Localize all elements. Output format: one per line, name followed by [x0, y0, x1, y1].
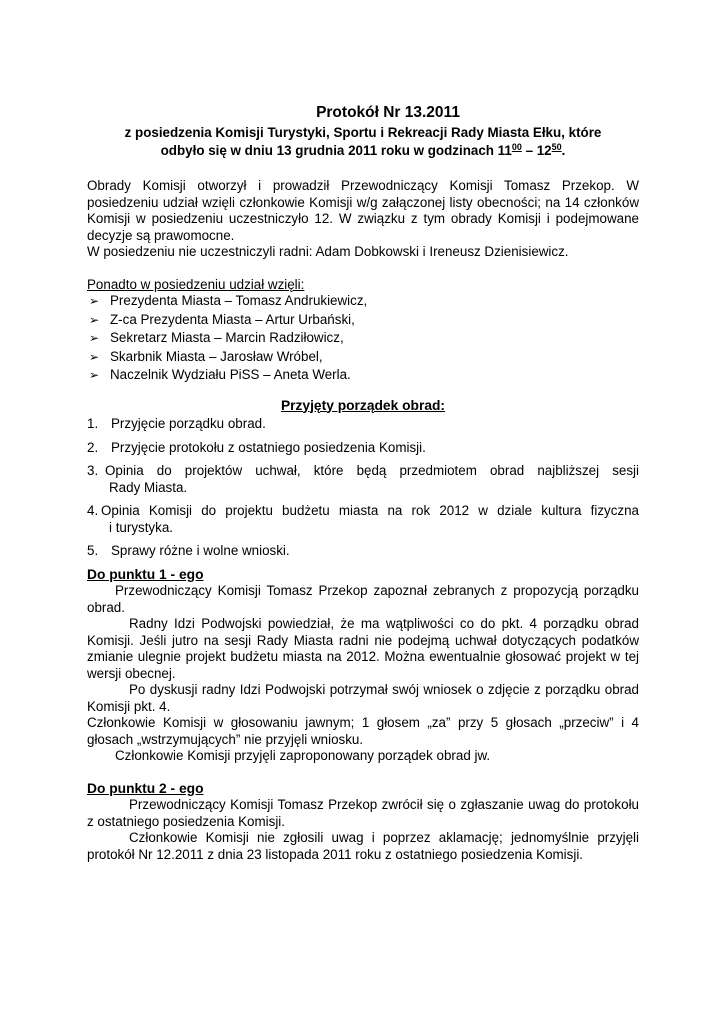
section-1-paragraph: Członkowie Komisji przyjęli zaproponowany porządek obrad jw. [115, 748, 491, 763]
agenda-continuation: i turystyka. [109, 519, 173, 535]
attendees-heading: Ponadto w posiedzeniu udział wzięli: [87, 276, 305, 292]
agenda-number: 1. [87, 416, 99, 431]
agenda-text: Opinia Komisji do projektu budżetu miasta na rok 2012 w dziale kultura fizyczna [101, 503, 639, 518]
subtitle-line-1: z posiedzenia Komisji Turystyki, Sportu i Rekreacji Rady Miasta Ełku, które [124, 125, 602, 140]
list-item [87, 503, 639, 536]
subtitle-line-2 [87, 142, 639, 160]
section-1-paragraph: Przewodniczący Komisji Tomasz Przekop zapoznał zebranych z propozycją porządku obrad. [87, 583, 639, 615]
arrow-bullet-icon: ➢ [89, 312, 100, 327]
subtitle-line-2-text: odbyło się w dniu 13 grudnia 2011 roku w godzinach 11 [160, 142, 512, 158]
spacer [87, 261, 639, 277]
attendee-text: Naczelnik Wydziału PiSS – Aneta Werla. [110, 367, 351, 382]
agenda-text: Opinia do projektów uchwał, które będą przedmiotem obrad najbliższej sesji [105, 463, 639, 478]
time-end-minutes: 50 [551, 141, 562, 152]
subtitle-end-dot: . [561, 142, 566, 158]
intro-paragraph: Obrady Komisji otworzył i prowadził Przewodniczący Komisji Tomasz Przekop. W posiedzeniu udział wzięli członkowie Komisji w/g załączonej listy obecności; na 14 członków Komisji w posiedzeniu uczestniczyło 12. W związku z tym obrady Komisji i podejmowane decyzje są prawomocne. [87, 178, 639, 243]
section-1-heading: Do punktu 1 - ego [87, 566, 204, 582]
list-item [87, 543, 639, 560]
agenda-number: 3. [87, 463, 99, 478]
agenda-text: Przyjęcie protokołu z ostatniego posiedzenia Komisji. [111, 439, 426, 455]
agenda-continuation: Rady Miasta. [109, 479, 188, 495]
attendee-text: Skarbnik Miasta – Jarosław Wróbel, [110, 348, 323, 364]
section-2-heading: Do punktu 2 - ego [87, 780, 204, 796]
time-start-minutes: 00 [511, 141, 522, 152]
time-dash: – 12 [521, 142, 552, 158]
document-title: Protokół Nr 13.2011 [316, 104, 460, 121]
agenda-text: Przyjęcie porządku obrad. [111, 416, 266, 431]
agenda-number: 4. [87, 503, 99, 518]
list-item [87, 293, 639, 310]
list-item [87, 440, 639, 457]
list-item [87, 330, 639, 347]
list-item [87, 312, 639, 329]
attendee-text: Prezydenta Miasta – Tomasz Andrukiewicz, [110, 293, 368, 308]
section-1-paragraph: Członkowie Komisji w głosowaniu jawnym; 1 głosem „za” przy 5 głosach „przeciw” i 4 głosach „wstrzymujących” nie przyjęli wniosku. [87, 715, 639, 747]
attendees-list [87, 293, 639, 384]
section-2-paragraph: Członkowie Komisji nie zgłosili uwag i poprzez aklamację; jednomyślnie przyjęli protokół Nr 12.2011 z dnia 23 listopada 2011 roku z ostatniego posiedzenia Komisji. [87, 830, 639, 862]
document-subtitle [87, 124, 639, 159]
list-item [87, 416, 639, 433]
attendee-text: Z-ca Prezydenta Miasta – Artur Urbański, [110, 311, 355, 327]
section-1-paragraph: Po dyskusji radny Idzi Podwojski potrzymał swój wniosek o zdjęcie z porządku obrad Komisji pkt. 4. [87, 682, 639, 714]
agenda-text: Sprawy różne i wolne wnioski. [111, 543, 290, 558]
arrow-bullet-icon: ➢ [89, 331, 100, 345]
list-item [87, 349, 639, 366]
spacer [87, 765, 639, 781]
agenda-list [87, 416, 639, 560]
section-2-paragraph: Przewodniczący Komisji Tomasz Przekop zwrócił się o zgłaszanie uwag do protokołu z ostatniego posiedzenia Komisji. [87, 797, 639, 829]
arrow-bullet-icon: ➢ [89, 294, 100, 308]
agenda-number: 2. [87, 439, 99, 455]
agenda-heading: Przyjęty porządek obrad: [280, 397, 446, 413]
arrow-bullet-icon: ➢ [89, 368, 100, 382]
list-item [87, 463, 639, 496]
arrow-bullet-icon: ➢ [89, 349, 100, 364]
section-1-paragraph: Radny Idzi Podwojski powiedział, że ma wątpliwości co do pkt. 4 porządku obrad Komisji. Jeśli jutro na sesji Rady Miasta radni nie podejmą uchwał dotyczących podatków zmianie ulegnie projekt budżetu miasta na 2012. Można ewentualnie głosować projekt w tej wersji obecnej. [87, 616, 639, 681]
agenda-number: 5. [87, 543, 99, 558]
attendee-text: Sekretarz Miasta – Marcin Radziłowicz, [110, 330, 344, 345]
absent-paragraph: W posiedzeniu nie uczestniczyli radni: Adam Dobkowski i Ireneusz Dzienisiewicz. [87, 244, 569, 259]
list-item [87, 367, 639, 384]
document-page [87, 104, 639, 863]
